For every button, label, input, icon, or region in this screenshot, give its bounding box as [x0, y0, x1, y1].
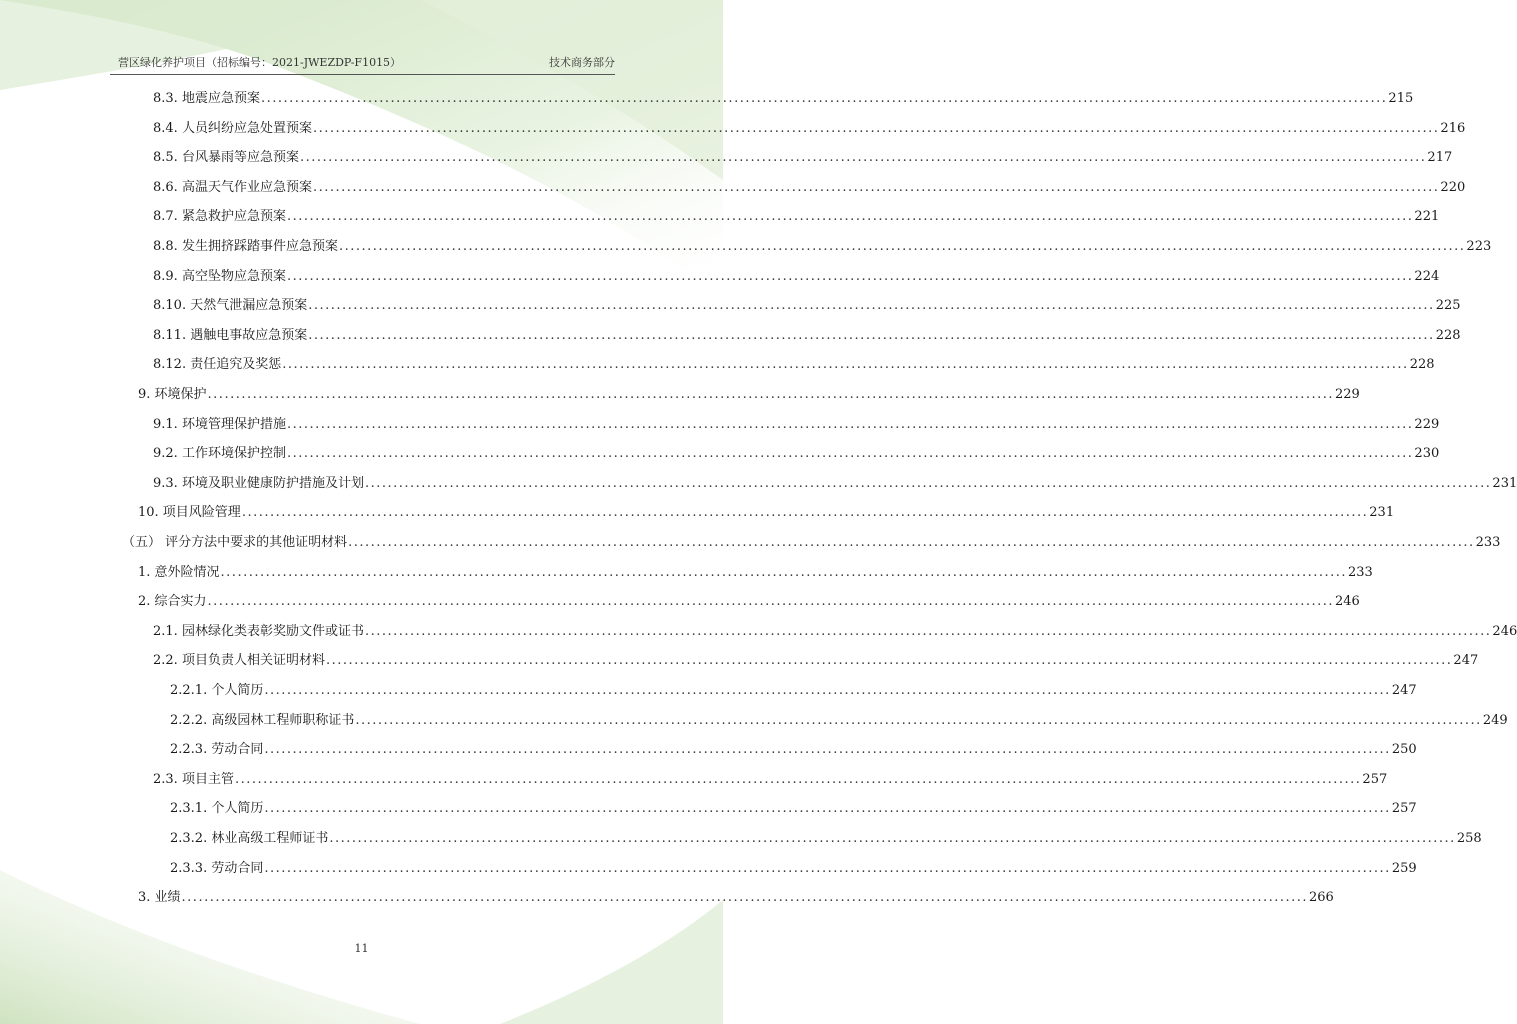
toc-entry-page: 249 [1482, 712, 1508, 728]
toc-entry-title: 2.3.1. 个人简历 [170, 801, 264, 817]
toc-entry-page: 250 [1391, 742, 1417, 758]
toc-entry[interactable] [170, 828, 1482, 850]
toc-entry[interactable] [138, 887, 1334, 909]
toc-leader-dots: ........................................................................................................................................................................................................ [282, 357, 1409, 373]
toc-entry-page: 223 [1466, 239, 1492, 254]
toc-entry[interactable] [138, 384, 1360, 406]
toc-entry[interactable] [153, 118, 1466, 140]
toc-entry-title: 3. 业绩 [138, 890, 181, 906]
toc-entry[interactable] [153, 621, 1517, 643]
toc-entry-title: 2.3. 项目主管 [153, 771, 234, 787]
toc-leader-dots: ........................................................................................................................................................................................................ [364, 623, 1492, 639]
toc-entry-title: 8.11. 遇触电事故应急预案 [153, 327, 308, 343]
page-number: 11 [354, 942, 369, 955]
toc-leader-dots: ........................................................................................................................................................................................................ [286, 268, 1414, 284]
toc-entry[interactable] [170, 858, 1417, 880]
toc-leader-dots: ........................................................................................................................................................................................................ [220, 564, 1348, 580]
toc-entry-page: 228 [1435, 327, 1461, 343]
toc-entry[interactable] [153, 769, 1388, 791]
toc-entry-page: 220 [1440, 179, 1466, 195]
toc-entry-page: 215 [1388, 91, 1414, 106]
toc-entry-page: 228 [1409, 357, 1435, 373]
toc-entry-title: 8.3. 地震应急预案 [153, 91, 260, 106]
toc-entry-page: 257 [1362, 771, 1388, 787]
toc-entry[interactable] [138, 562, 1373, 584]
toc-entry-page: 231 [1492, 475, 1517, 491]
toc-entry-page: 257 [1391, 801, 1417, 817]
toc-entry-title: 8.6. 高温天气作业应急预案 [153, 179, 312, 195]
toc-entry[interactable] [153, 295, 1461, 317]
toc-leader-dots: ........................................................................................................................................................................................................ [348, 535, 1475, 550]
toc-entry-title: 8.9. 高空坠物应急预案 [153, 268, 286, 284]
toc-entry-page: 217 [1427, 150, 1453, 166]
toc-leader-dots: ........................................................................................................................................................................................................ [207, 387, 1335, 402]
toc-entry-page: 233 [1348, 564, 1373, 580]
toc-entry-page: 247 [1453, 653, 1479, 669]
toc-leader-dots: ........................................................................................................................................................................................................ [264, 801, 1391, 817]
toc-entry[interactable] [153, 88, 1414, 110]
toc-leader-dots: ........................................................................................................................................................................................................ [308, 327, 1435, 343]
toc-leader-dots: ........................................................................................................................................................................................................ [181, 890, 1309, 906]
toc-entry-title: 9.1. 环境管理保护措施 [153, 416, 286, 432]
toc-entry-title: 2.2.2. 高级园林工程师职称证书 [170, 712, 355, 728]
toc-leader-dots: ........................................................................................................................................................................................................ [364, 475, 1492, 491]
toc-leader-dots: ........................................................................................................................................................................................................ [260, 91, 1388, 106]
toc-entry-title: 2.3.2. 林业高级工程师证书 [170, 831, 329, 846]
toc-entry[interactable] [153, 236, 1492, 258]
toc-entry[interactable] [153, 443, 1440, 465]
toc-leader-dots: ........................................................................................................................................................................................................ [286, 416, 1414, 432]
toc-leader-dots: ........................................................................................................................................................................................................ [355, 712, 1482, 728]
toc-entry[interactable] [122, 532, 1501, 554]
toc-leader-dots: ........................................................................................................................................................................................................ [312, 120, 1440, 136]
toc-entry[interactable] [138, 502, 1395, 524]
toc-entry-title: 8.7. 紧急救护应急预案 [153, 209, 286, 225]
toc-entry-page: 246 [1492, 623, 1517, 639]
toc-entry-page: 266 [1309, 890, 1334, 906]
toc-entry[interactable] [170, 710, 1508, 732]
toc-entry[interactable] [170, 739, 1417, 761]
toc-leader-dots: ........................................................................................................................................................................................................ [329, 831, 1456, 846]
toc-entry-title: 10. 项目风险管理 [138, 505, 241, 521]
toc-leader-dots: ........................................................................................................................................................................................................ [338, 239, 1466, 254]
toc-entry-page: 258 [1456, 831, 1482, 846]
toc-entry-title: 9.3. 环境及职业健康防护措施及计划 [153, 475, 364, 491]
toc-leader-dots: ........................................................................................................................................................................................................ [299, 150, 1427, 166]
toc-entry-page: 225 [1435, 298, 1461, 314]
toc-leader-dots: ........................................................................................................................................................................................................ [264, 683, 1391, 698]
page-header [118, 52, 615, 72]
toc-leader-dots: ........................................................................................................................................................................................................ [308, 298, 1435, 314]
toc-entry-title: 8.10. 天然气泄漏应急预案 [153, 298, 308, 314]
toc-entry-title: 8.12. 责任追究及奖惩 [153, 357, 282, 373]
toc-entry-page: 246 [1335, 594, 1360, 610]
toc-entry-page: 247 [1391, 683, 1417, 698]
toc-leader-dots: ........................................................................................................................................................................................................ [264, 742, 1391, 758]
toc-entry-title: 8.4. 人员纠纷应急处置预案 [153, 120, 312, 136]
toc-entry[interactable] [153, 147, 1453, 169]
toc-entry[interactable] [153, 206, 1440, 228]
toc-entry-title: 2.2. 项目负责人相关证明材料 [153, 653, 325, 669]
toc-entry[interactable] [153, 266, 1440, 288]
toc-entry-page: 216 [1440, 120, 1466, 136]
toc-leader-dots: ........................................................................................................................................................................................................ [241, 505, 1369, 521]
toc-leader-dots: ........................................................................................................................................................................................................ [312, 179, 1440, 195]
toc-entry[interactable] [153, 354, 1435, 376]
toc-entry-title: 8.5. 台风暴雨等应急预案 [153, 150, 299, 166]
toc-entry-title: 9.2. 工作环境保护控制 [153, 446, 286, 462]
toc-entry[interactable] [153, 473, 1517, 495]
toc-leader-dots: ........................................................................................................................................................................................................ [264, 860, 1391, 876]
toc-entry-page: 224 [1414, 268, 1440, 284]
toc-entry-title: 2.3.3. 劳动合同 [170, 860, 264, 876]
toc-leader-dots: ........................................................................................................................................................................................................ [325, 653, 1453, 669]
toc-entry-page: 229 [1414, 416, 1440, 432]
toc-entry[interactable] [153, 414, 1440, 436]
toc-entry[interactable] [153, 325, 1461, 347]
toc-entry[interactable] [138, 591, 1360, 613]
toc-entry-title: 2.1. 园林绿化类表彰奖励文件或证书 [153, 623, 364, 639]
toc-entry-title: 2.2.3. 劳动合同 [170, 742, 264, 758]
toc-leader-dots: ........................................................................................................................................................................................................ [286, 209, 1414, 225]
toc-entry-title: 1. 意外险情况 [138, 564, 220, 580]
toc-entry-page: 229 [1335, 387, 1360, 402]
toc-entry-title: 9. 环境保护 [138, 387, 207, 402]
toc-entry[interactable] [153, 650, 1479, 672]
toc-entry[interactable] [170, 798, 1417, 820]
toc-entry[interactable] [170, 680, 1417, 702]
toc-entry[interactable] [153, 177, 1466, 199]
toc-entry-title: 2.2.1. 个人简历 [170, 683, 264, 698]
toc-entry-page: 231 [1369, 505, 1395, 521]
toc-leader-dots: ........................................................................................................................................................................................................ [207, 594, 1335, 610]
header-section-label: 技术商务部分 [549, 56, 615, 69]
toc-entry-page: 221 [1414, 209, 1440, 225]
header-divider [110, 74, 615, 75]
toc-entry-page: 233 [1475, 535, 1501, 550]
toc-entry-title: 2. 综合实力 [138, 594, 207, 610]
toc-entry-title: （五） 评分方法中要求的其他证明材料 [122, 535, 348, 550]
toc-entry-page: 259 [1391, 860, 1417, 876]
header-project-title: 营区绿化养护项目（招标编号：2021-JWEZDP-F1015） [118, 56, 402, 69]
toc-entry-title: 8.8. 发生拥挤踩踏事件应急预案 [153, 239, 338, 254]
toc-leader-dots: ........................................................................................................................................................................................................ [286, 446, 1414, 462]
toc-leader-dots: ........................................................................................................................................................................................................ [234, 771, 1362, 787]
toc-entry-page: 230 [1414, 446, 1440, 462]
